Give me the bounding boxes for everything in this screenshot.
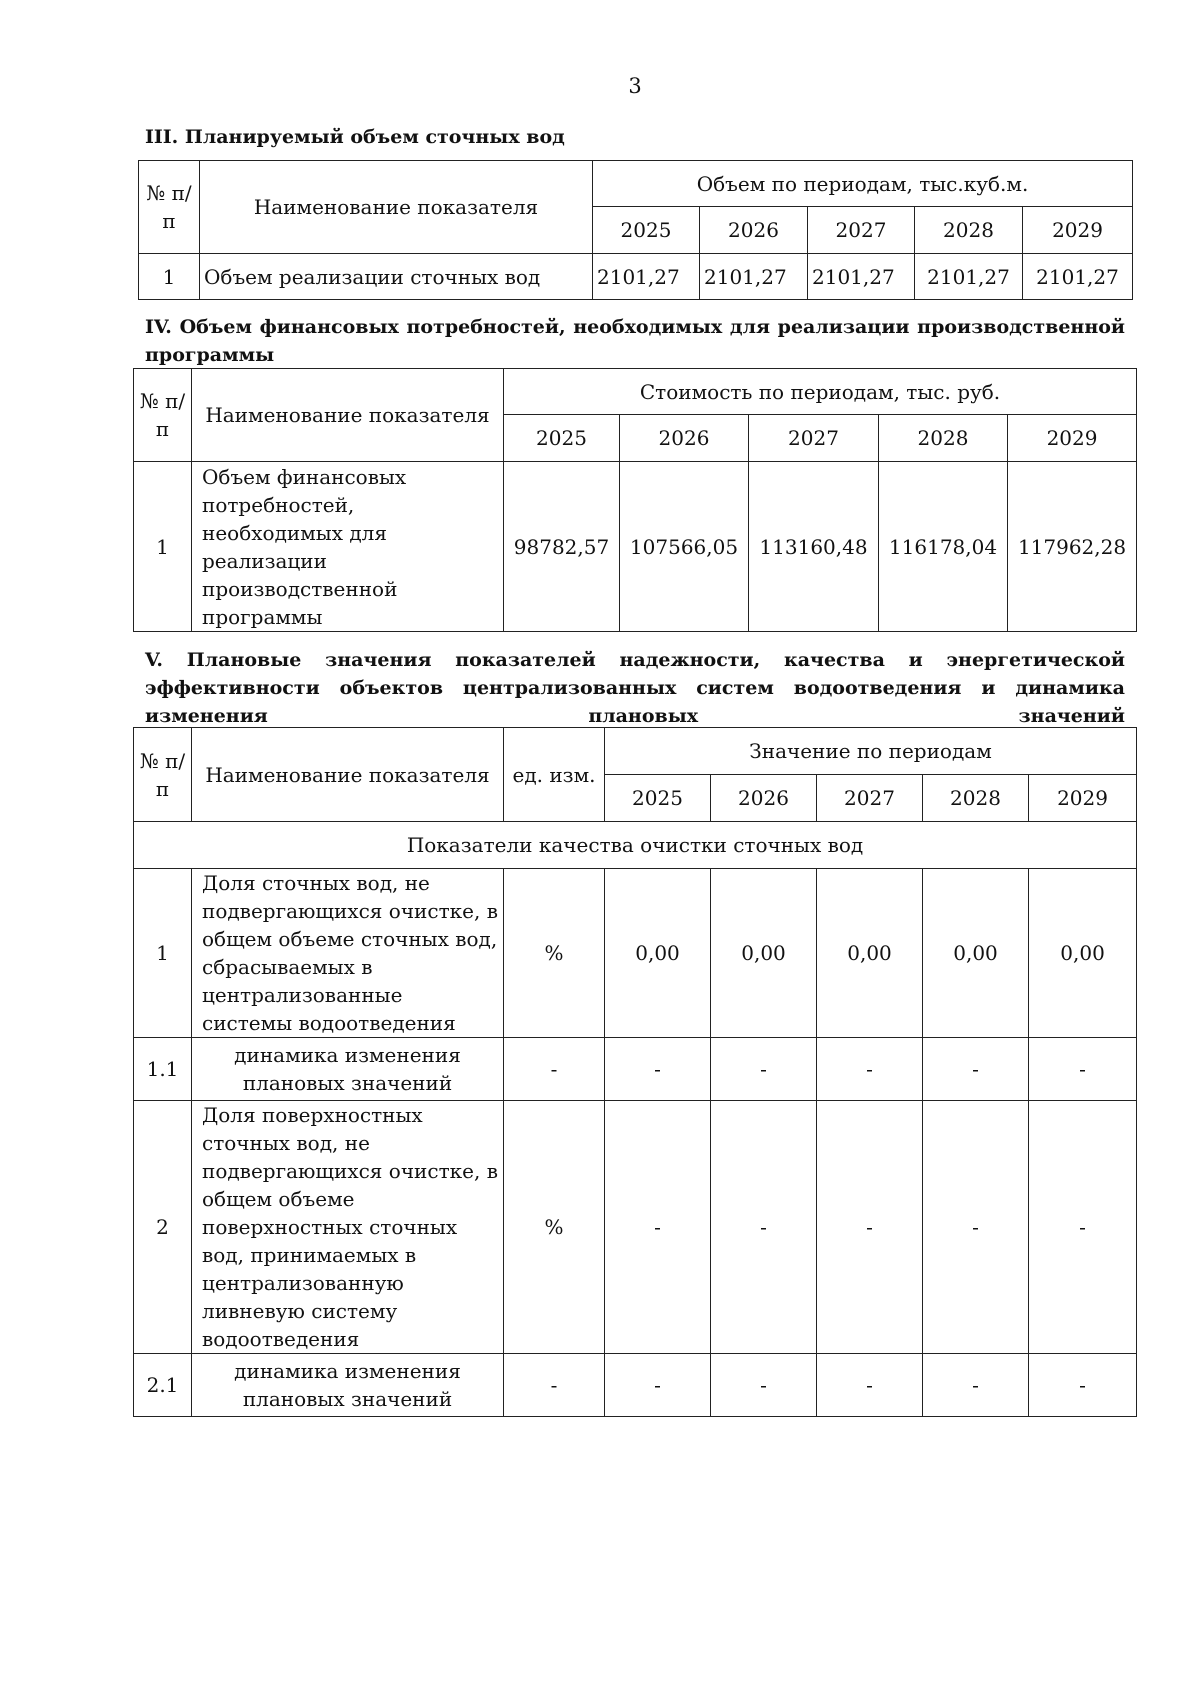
year-header: 2029 [1023, 207, 1133, 254]
row-num: 2 [134, 1101, 192, 1354]
row-value: - [923, 1354, 1029, 1417]
row-value: - [1029, 1354, 1137, 1417]
section-4-table [133, 368, 1137, 632]
row-value: 2101,27 [593, 254, 700, 300]
year-header: 2028 [915, 207, 1023, 254]
year-header: 2029 [1008, 415, 1137, 462]
row-num: 1 [134, 869, 192, 1038]
row-value: 0,00 [711, 869, 817, 1038]
header-num: № п/п [134, 728, 192, 822]
section-4-title: IV. Объем финансовых потребностей, необходимых для реализации производственной программы [145, 316, 1125, 366]
header-period-group: Значение по периодам [605, 728, 1137, 775]
row-value: - [923, 1038, 1029, 1101]
header-period-group: Объем по периодам, тыс.куб.м. [593, 161, 1133, 207]
header-name: Наименование показателя [192, 728, 504, 822]
row-value: 117962,28 [1008, 462, 1137, 632]
row-value: - [605, 1101, 711, 1354]
row-value: - [817, 1101, 923, 1354]
row-value: - [817, 1038, 923, 1101]
row-name: Доля поверхностных сточных вод, не подвергающихся очистке, в общем объеме поверхностных сточных вод, принимаемых в централизованную ливневую систему водоотведения [192, 1101, 504, 1354]
row-value: 107566,05 [620, 462, 749, 632]
year-header: 2025 [504, 415, 620, 462]
header-period-group: Стоимость по периодам, тыс. руб. [504, 369, 1137, 415]
header-num: № п/п [134, 369, 192, 462]
row-value: 0,00 [1029, 869, 1137, 1038]
header-name: Наименование показателя [192, 369, 504, 462]
row-unit: - [504, 1038, 605, 1101]
row-num: 1.1 [134, 1038, 192, 1101]
section-5-table [133, 727, 1137, 1417]
row-num: 1 [139, 254, 200, 300]
section-3-table [138, 160, 1133, 300]
row-value: 0,00 [923, 869, 1029, 1038]
row-value: 2101,27 [700, 254, 808, 300]
year-header: 2025 [605, 775, 711, 822]
row-value: - [711, 1101, 817, 1354]
group-row: Показатели качества очистки сточных вод [134, 822, 1137, 869]
row-value: 116178,04 [879, 462, 1008, 632]
row-value: 2101,27 [808, 254, 915, 300]
row-value: 0,00 [605, 869, 711, 1038]
year-header: 2027 [808, 207, 915, 254]
year-header: 2028 [923, 775, 1029, 822]
row-name: Объем финансовых потребностей, необходимых для реализации производственной программы [192, 462, 504, 632]
row-value: 0,00 [817, 869, 923, 1038]
header-num: № п/п [139, 161, 200, 254]
row-value: - [923, 1101, 1029, 1354]
row-unit: % [504, 1101, 605, 1354]
row-num: 1 [134, 462, 192, 632]
row-name: Объем реализации сточных вод [200, 254, 593, 300]
row-unit: % [504, 869, 605, 1038]
row-value: 2101,27 [1023, 254, 1133, 300]
row-value: - [605, 1038, 711, 1101]
row-name: динамика изменения плановых значений [192, 1354, 504, 1417]
year-header: 2025 [593, 207, 700, 254]
section-3-title: III. Планируемый объем сточных вод [145, 126, 565, 148]
row-value: 2101,27 [915, 254, 1023, 300]
row-value: - [1029, 1101, 1137, 1354]
year-header: 2028 [879, 415, 1008, 462]
row-value: - [1029, 1038, 1137, 1101]
header-name: Наименование показателя [200, 161, 593, 254]
row-value: - [711, 1038, 817, 1101]
row-value: - [711, 1354, 817, 1417]
year-header: 2026 [711, 775, 817, 822]
row-name: Доля сточных вод, не подвергающихся очистке, в общем объеме сточных вод, сбрасываемых в централизованные системы водоотведения [192, 869, 504, 1038]
page-number: 3 [628, 74, 642, 98]
year-header: 2026 [620, 415, 749, 462]
row-name: динамика изменения плановых значений [192, 1038, 504, 1101]
year-header: 2027 [817, 775, 923, 822]
row-value: - [817, 1354, 923, 1417]
year-header: 2027 [749, 415, 879, 462]
row-value: - [605, 1354, 711, 1417]
row-value: 98782,57 [504, 462, 620, 632]
header-unit: ед. изм. [504, 728, 605, 822]
row-num: 2.1 [134, 1354, 192, 1417]
year-header: 2029 [1029, 775, 1137, 822]
row-value: 113160,48 [749, 462, 879, 632]
row-unit: - [504, 1354, 605, 1417]
year-header: 2026 [700, 207, 808, 254]
section-5-title: V. Плановые значения показателей надежности, качества и энергетической эффективности объектов централизованных систем водоотведения и динамика изменения плановых значений [145, 649, 1125, 727]
